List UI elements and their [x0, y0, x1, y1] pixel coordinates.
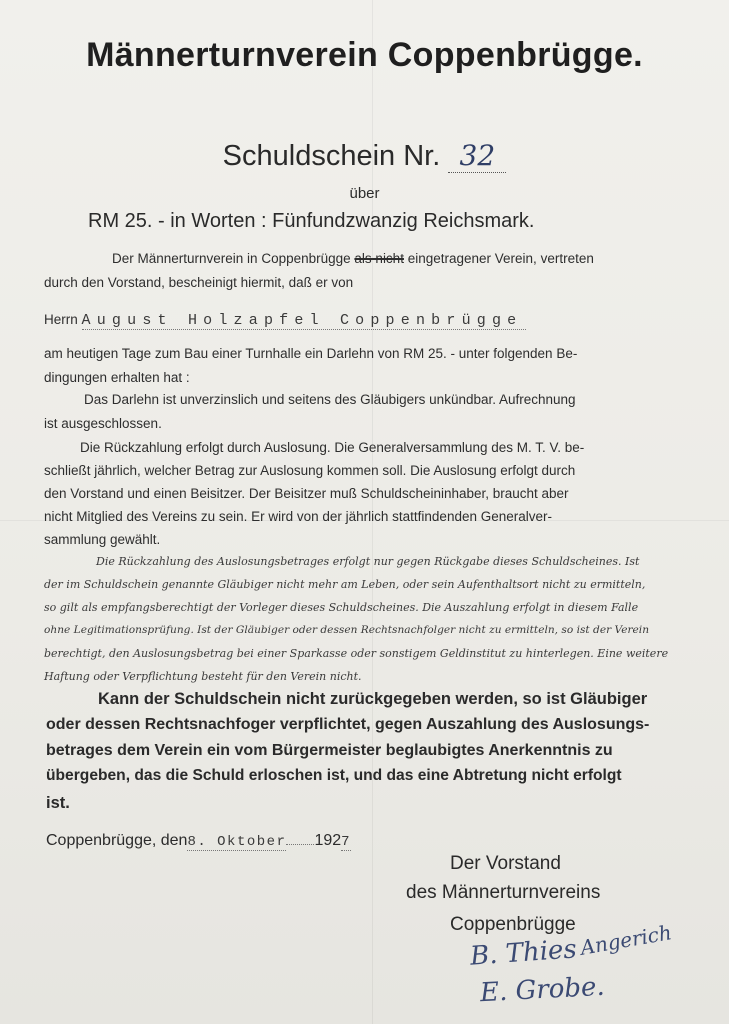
struck-text: als nicht — [354, 251, 404, 266]
signature-thies: B. Thies — [469, 934, 578, 972]
place-label: Coppenbrügge, den — [46, 832, 188, 849]
document-heading — [0, 140, 729, 173]
bold-line: ist. — [46, 794, 70, 812]
fraktur-line: ohne Legitimationsprüfung. Ist der Gläubiger oder dessen Rechtsnachfolger nicht zu ermitteln, so ist der Verein — [44, 624, 650, 636]
document-number: 32 — [448, 141, 506, 173]
condition-line: dingungen erhalten hat : — [44, 370, 190, 385]
creditor-line — [44, 312, 526, 329]
intro-text-a: Der Männerturnverein in Coppenbrügge — [112, 251, 351, 266]
document-title: Schuldschein Nr. — [222, 140, 441, 172]
bold-line: betrages dem Verein ein vom Bürgermeister beglaubigtes Anerkenntnis zu — [46, 742, 613, 759]
bold-line: übergeben, das die Schuld erloschen ist, und das eine Abtretung nicht erfolgt — [46, 767, 622, 784]
fraktur-line: der im Schuldschein genannte Gläubiger nicht mehr am Leben, oder sein Aufenthaltsort nicht zu ermitteln, — [44, 578, 646, 591]
fraktur-line: so gilt als empfangsberechtigt der Vorleger dieses Schuldscheines. Die Auszahlung erfolgt in diesem Falle — [44, 601, 639, 614]
date-line — [46, 832, 351, 850]
fraktur-line: Haftung oder Verpflichtung besteht für den Verein nicht. — [44, 670, 362, 683]
year-suffix: 7 — [341, 834, 352, 850]
condition-line: ist ausgeschlossen. — [44, 416, 162, 431]
amount-line: RM 25. - in Worten : Fünfundzwanzig Reichsmark. — [88, 210, 535, 232]
creditor-name: August Holzapfel Coppenbrügge — [82, 312, 527, 330]
condition-line: Das Darlehn ist unverzinslich und seitens des Gläubigers unkündbar. Aufrechnung — [84, 392, 576, 407]
board-line: des Männerturnvereins — [406, 882, 601, 903]
condition-line: am heutigen Tage zum Bau einer Turnhalle ein Darlehn von RM 25. - unter folgenden Be- — [44, 346, 578, 361]
intro-line-2: durch den Vorstand, bescheinigt hiermit, daß er von — [44, 275, 354, 290]
bold-line: oder dessen Rechtsnachfoger verpflichtet, gegen Auszahlung des Auslosungs- — [46, 716, 650, 733]
club-title: Männerturnverein Coppenbrügge. — [86, 36, 643, 74]
fraktur-line: berechtigt, den Auslosungsbetrag bei einer Sparkasse oder sonstigem Geldinstitut zu hinterlegen. Eine weitere — [44, 647, 669, 660]
condition-line: Die Rückzahlung erfolgt durch Auslosung. Die Generalversammlung des M. T. V. be- — [80, 440, 585, 455]
board-line: Coppenbrügge — [450, 914, 576, 935]
ueber-label: über — [349, 185, 380, 202]
bold-line: Kann der Schuldschein nicht zurückgegeben werden, so ist Gläubiger — [98, 690, 648, 708]
date-value: 8. Oktober — [187, 834, 287, 850]
year-prefix: 192 — [314, 832, 342, 849]
intro-text-b: eingetragener Verein, vertreten — [407, 251, 594, 266]
herrn-label: Herrn — [44, 312, 78, 327]
condition-line: den Vorstand und einen Beisitzer. Der Beisitzer muß Schuldscheininhaber, braucht aber — [44, 486, 569, 501]
intro-line-1 — [112, 251, 594, 266]
board-line: Der Vorstand — [450, 853, 561, 874]
signature-second: Angerich — [578, 920, 674, 960]
condition-line: schließt jährlich, welcher Betrag zur Auslosung kommen soll. Die Auslosung erfolgt durch — [44, 463, 576, 478]
condition-line: sammlung gewählt. — [44, 532, 161, 547]
fraktur-line: Die Rückzahlung des Auslosungsbetrages erfolgt nur gegen Rückgabe dieses Schuldscheines. Ist — [96, 555, 640, 568]
condition-line: nicht Mitglied des Vereins zu sein. Er wird von der jährlich stattfindenden Generalver- — [44, 509, 553, 524]
signature-grobe: E. Grobe. — [479, 971, 606, 1009]
